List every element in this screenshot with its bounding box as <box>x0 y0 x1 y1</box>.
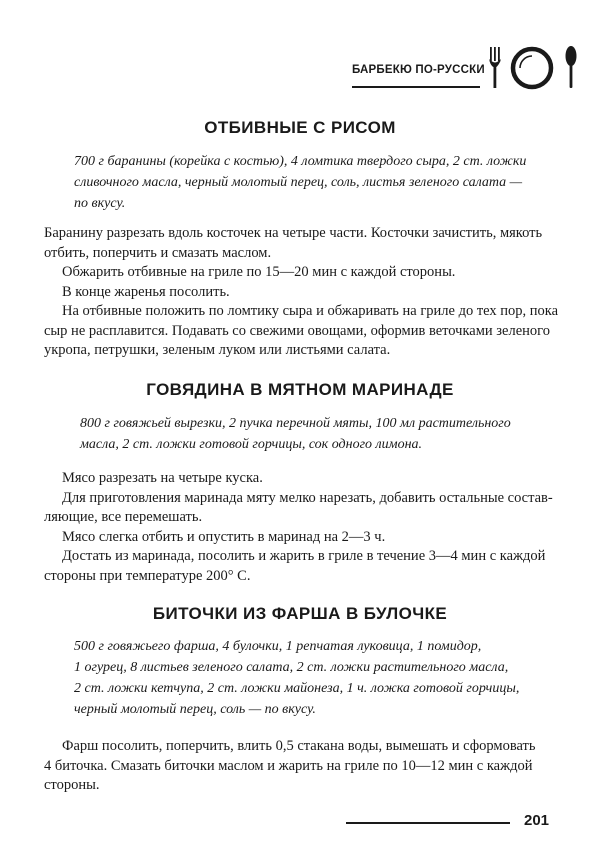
recipe-instructions <box>44 469 553 586</box>
recipe-title: ГОВЯДИНА В МЯТНОМ МАРИНАДЕ <box>146 380 454 399</box>
recipe-instructions <box>44 224 558 361</box>
ingredient-line: масла, 2 ст. ложки готовой горчицы, сок одного лимона. <box>80 437 423 452</box>
ingredient-line: 500 г говяжьего фарша, 4 булочки, 1 репчатая луковица, 1 помидор, <box>74 639 482 654</box>
instruction-line: Для приготовления маринада мяту мелко нарезать, добавить остальные состав- <box>62 489 553 506</box>
recipe-ingredients <box>74 151 526 214</box>
header-rule <box>352 86 480 88</box>
header-title: БАРБЕКЮ ПО-РУССКИ <box>352 64 485 76</box>
ingredient-line: сливочного масла, черный молотый перец, соль, листья зеленого салата — <box>74 175 523 190</box>
running-header <box>352 40 592 96</box>
spoon-icon <box>566 46 577 88</box>
instruction-line: 4 биточка. Смазать биточки маслом и жарить на гриле по 10—12 мин с каждой <box>44 757 533 774</box>
recipe-ingredients <box>80 413 511 455</box>
recipe-title: ОТБИВНЫЕ С РИСОМ <box>204 118 396 137</box>
cutlery-logo <box>480 44 590 90</box>
instruction-line: Мясо разрезать на четыре куска. <box>62 470 263 486</box>
ingredient-line: черный молотый перец, соль — по вкусу. <box>74 702 316 717</box>
instruction-line: отбить, поперчить и смазать маслом. <box>44 244 272 261</box>
fork-icon <box>490 47 501 88</box>
instruction-line: укропа, петрушки, зеленым луком или листьями салата. <box>44 342 391 358</box>
instruction-line: Баранину разрезать вдоль косточек на четыре части. Косточки зачистить, мякоть <box>44 225 543 241</box>
ingredient-line: по вкусу. <box>74 196 126 211</box>
footer-rule <box>346 822 510 824</box>
instruction-line: На отбивные положить по ломтику сыра и обжаривать на гриле до тех пор, пока <box>62 303 559 319</box>
instruction-line: сыр не расплавится. Подавать со свежими овощами, оформив веточками зеленого <box>44 322 550 339</box>
instruction-line: Обжарить отбивные на гриле по 15—20 мин с каждой стороны. <box>62 264 456 280</box>
instruction-line: В конце жаренья посолить. <box>62 283 230 300</box>
recipe-ingredients <box>74 636 519 720</box>
instruction-line: стороны. <box>44 777 100 793</box>
instruction-line: ляющие, все перемешать. <box>44 509 203 525</box>
instruction-line: Фарш посолить, поперчить, влить 0,5 стакана воды, вымешать и сформовать <box>62 738 536 754</box>
instruction-line: Мясо слегка отбить и опустить в маринад на 2—3 ч. <box>62 528 386 545</box>
ingredient-line: 700 г баранины (корейка с костью), 4 ломтика твердого сыра, 2 ст. ложки <box>74 154 527 169</box>
ingredient-line: 800 г говяжьей вырезки, 2 пучка перечной мяты, 100 мл растительного <box>80 416 511 431</box>
recipe-instructions <box>44 737 536 796</box>
recipe-title: БИТОЧКИ ИЗ ФАРША В БУЛОЧКЕ <box>152 604 448 623</box>
ingredient-line: 2 ст. ложки кетчупа, 2 ст. ложки майонеза, 1 ч. ложка готовой горчицы, <box>74 681 520 696</box>
instruction-line: Достать из маринада, посолить и жарить в гриле в течение 3—4 мин с каждой <box>62 548 546 564</box>
plate-icon <box>513 49 551 87</box>
page-number: 201 <box>524 812 550 829</box>
ingredient-line: 1 огурец, 8 листьев зеленого салата, 2 ст. ложки растительного масла, <box>74 660 509 675</box>
instruction-line: стороны при температуре 200° С. <box>44 567 251 584</box>
